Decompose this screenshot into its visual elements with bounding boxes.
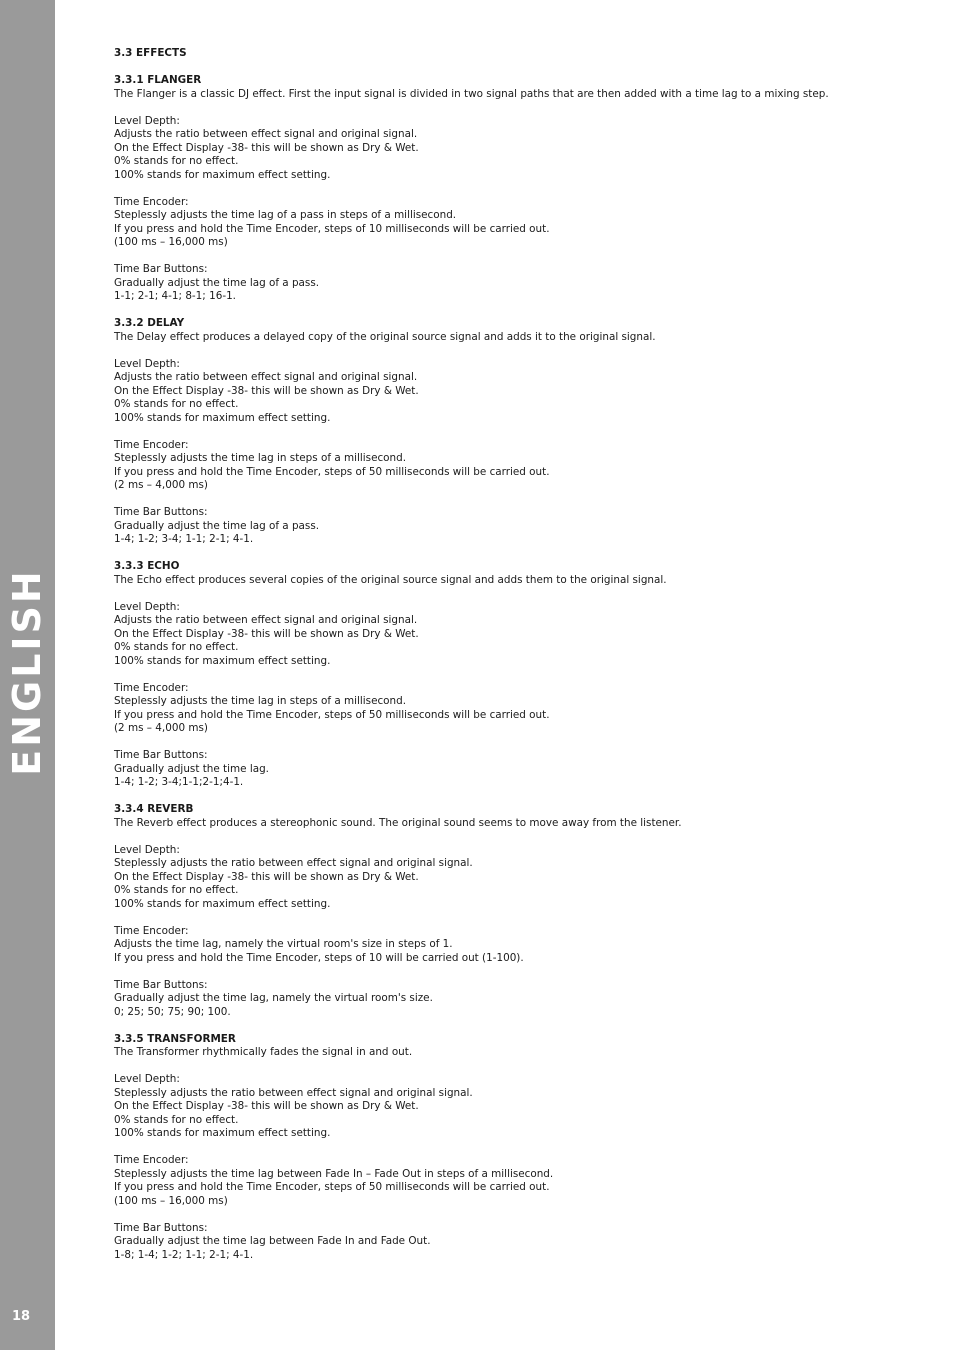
- effect-section: [114, 317, 934, 547]
- parameter-line: On the Effect Display -38- this will be shown as Dry & Wet.: [114, 870, 419, 883]
- parameter-heading: Time Encoder:: [114, 681, 189, 694]
- parameter-block: [114, 925, 934, 966]
- parameter-line: 100% stands for maximum effect setting.: [114, 1127, 331, 1139]
- parameter-line: Steplessly adjusts the time lag in steps of a millisecond.: [114, 695, 407, 707]
- parameter-line: 1-4; 1-2; 3-4;1-1;2-1;4-1.: [114, 776, 244, 788]
- section-title: 3.3.2 DELAY: [114, 317, 185, 329]
- section-title: 3.3.1 FLANGER: [114, 74, 202, 86]
- parameter-line: On the Effect Display -38- this will be shown as Dry & Wet.: [114, 627, 419, 640]
- parameter-line: Steplessly adjusts the ratio between effect signal and original signal.: [114, 1086, 473, 1099]
- parameter-line: On the Effect Display -38- this will be shown as Dry & Wet.: [114, 141, 419, 154]
- parameter-line: Gradually adjust the time lag of a pass.: [114, 276, 320, 289]
- language-label: ENGLISH: [5, 568, 49, 776]
- parameter-line: On the Effect Display -38- this will be shown as Dry & Wet.: [114, 1100, 419, 1112]
- section-title: 3.3.4 REVERB: [114, 803, 194, 815]
- parameter-line: 0% stands for no effect.: [114, 155, 239, 167]
- parameter-block: [114, 844, 934, 912]
- parameter-block: [114, 979, 934, 1020]
- parameter-line: Adjusts the ratio between effect signal and original signal.: [114, 371, 418, 383]
- section-intro: The Flanger is a classic DJ effect. First the input signal is divided in two signal paths that are then added with a time lag to a mixing step.: [114, 87, 829, 100]
- parameter-line: 1-1; 2-1; 4-1; 8-1; 16-1.: [114, 290, 236, 302]
- section-intro: The Transformer rhythmically fades the signal in and out.: [114, 1046, 413, 1058]
- parameter-block: [114, 358, 934, 426]
- parameter-block: [114, 196, 934, 250]
- document-content: [114, 47, 934, 1276]
- parameter-heading: Level Depth:: [114, 114, 180, 127]
- parameter-heading: Level Depth:: [114, 1073, 180, 1085]
- parameter-line: 0% stands for no effect.: [114, 641, 239, 653]
- section-intro: The Delay effect produces a delayed copy of the original source signal and adds it to the original signal.: [114, 330, 656, 343]
- parameter-line: 0; 25; 50; 75; 90; 100.: [114, 1005, 231, 1018]
- parameter-line: 100% stands for maximum effect setting.: [114, 168, 331, 181]
- parameter-block: [114, 1073, 934, 1141]
- parameter-line: Gradually adjust the time lag, namely the virtual room's size.: [114, 992, 433, 1004]
- parameter-heading: Time Bar Buttons:: [114, 749, 208, 761]
- parameter-heading: Time Bar Buttons:: [114, 978, 208, 991]
- parameter-heading: Time Bar Buttons:: [114, 263, 208, 275]
- parameter-line: Steplessly adjusts the time lag between Fade In – Fade Out in steps of a millisecond.: [114, 1167, 554, 1180]
- effect-section: [114, 560, 934, 790]
- section-intro: The Reverb effect produces a stereophonic sound. The original sound seems to move away from the listener.: [114, 816, 682, 829]
- parameter-line: 100% stands for maximum effect setting.: [114, 897, 331, 910]
- parameter-line: Gradually adjust the time lag of a pass.: [114, 519, 320, 532]
- parameter-block: [114, 263, 934, 304]
- effect-section: [114, 74, 934, 304]
- parameter-line: 100% stands for maximum effect setting.: [114, 411, 331, 424]
- parameter-line: (2 ms – 4,000 ms): [114, 722, 208, 734]
- section-intro: The Echo effect produces several copies of the original source signal and adds them to the original signal.: [114, 573, 667, 586]
- parameter-block: [114, 506, 934, 547]
- parameter-line: Adjusts the ratio between effect signal and original signal.: [114, 614, 418, 626]
- parameter-block: [114, 601, 934, 669]
- parameter-line: If you press and hold the Time Encoder, steps of 10 milliseconds will be carried out.: [114, 222, 550, 235]
- parameter-line: (100 ms – 16,000 ms): [114, 1194, 228, 1207]
- parameter-line: Adjusts the ratio between effect signal and original signal.: [114, 128, 418, 140]
- parameter-line: 0% stands for no effect.: [114, 1113, 239, 1126]
- page-title: 3.3 EFFECTS: [114, 47, 187, 59]
- parameter-heading: Time Encoder:: [114, 438, 189, 451]
- parameter-line: If you press and hold the Time Encoder, steps of 10 will be carried out (1-100).: [114, 951, 524, 964]
- parameter-block: [114, 749, 934, 790]
- parameter-line: 0% stands for no effect.: [114, 884, 239, 896]
- parameter-heading: Time Encoder:: [114, 924, 189, 937]
- parameter-heading: Time Bar Buttons:: [114, 1221, 208, 1234]
- parameter-line: If you press and hold the Time Encoder, steps of 50 milliseconds will be carried out.: [114, 708, 550, 721]
- parameter-line: (100 ms – 16,000 ms): [114, 236, 228, 248]
- parameter-block: [114, 439, 934, 493]
- effects-sections: [114, 74, 934, 1262]
- parameter-heading: Level Depth:: [114, 600, 180, 613]
- parameter-heading: Time Bar Buttons:: [114, 506, 208, 518]
- parameter-line: Steplessly adjusts the time lag in steps of a millisecond.: [114, 452, 407, 464]
- parameter-heading: Time Encoder:: [114, 195, 189, 208]
- parameter-line: On the Effect Display -38- this will be shown as Dry & Wet.: [114, 384, 419, 397]
- section-title: 3.3.5 TRANSFORMER: [114, 1032, 236, 1045]
- parameter-line: 1-4; 1-2; 3-4; 1-1; 2-1; 4-1.: [114, 533, 254, 545]
- parameter-line: (2 ms – 4,000 ms): [114, 479, 208, 491]
- parameter-line: Gradually adjust the time lag between Fade In and Fade Out.: [114, 1235, 431, 1247]
- parameter-block: [114, 1154, 934, 1208]
- language-sidebar: [0, 0, 55, 1350]
- effect-section: [114, 803, 934, 1019]
- parameter-line: Gradually adjust the time lag.: [114, 762, 269, 775]
- parameter-line: 1-8; 1-4; 1-2; 1-1; 2-1; 4-1.: [114, 1248, 254, 1261]
- parameter-heading: Level Depth:: [114, 357, 180, 370]
- section-title: 3.3.3 ECHO: [114, 560, 180, 572]
- page-number: 18: [12, 1309, 31, 1324]
- parameter-block: [114, 1222, 934, 1263]
- parameter-block: [114, 115, 934, 183]
- parameter-line: Adjusts the time lag, namely the virtual room's size in steps of 1.: [114, 938, 453, 950]
- parameter-line: 100% stands for maximum effect setting.: [114, 654, 331, 667]
- effect-section: [114, 1033, 934, 1263]
- parameter-line: Steplessly adjusts the ratio between effect signal and original signal.: [114, 857, 473, 869]
- parameter-line: If you press and hold the Time Encoder, steps of 50 milliseconds will be carried out.: [114, 1181, 550, 1193]
- parameter-heading: Time Encoder:: [114, 1154, 189, 1166]
- parameter-line: 0% stands for no effect.: [114, 398, 239, 410]
- parameter-line: If you press and hold the Time Encoder, steps of 50 milliseconds will be carried out.: [114, 465, 550, 478]
- parameter-line: Steplessly adjusts the time lag of a pass in steps of a millisecond.: [114, 209, 457, 221]
- parameter-block: [114, 682, 934, 736]
- parameter-heading: Level Depth:: [114, 843, 180, 856]
